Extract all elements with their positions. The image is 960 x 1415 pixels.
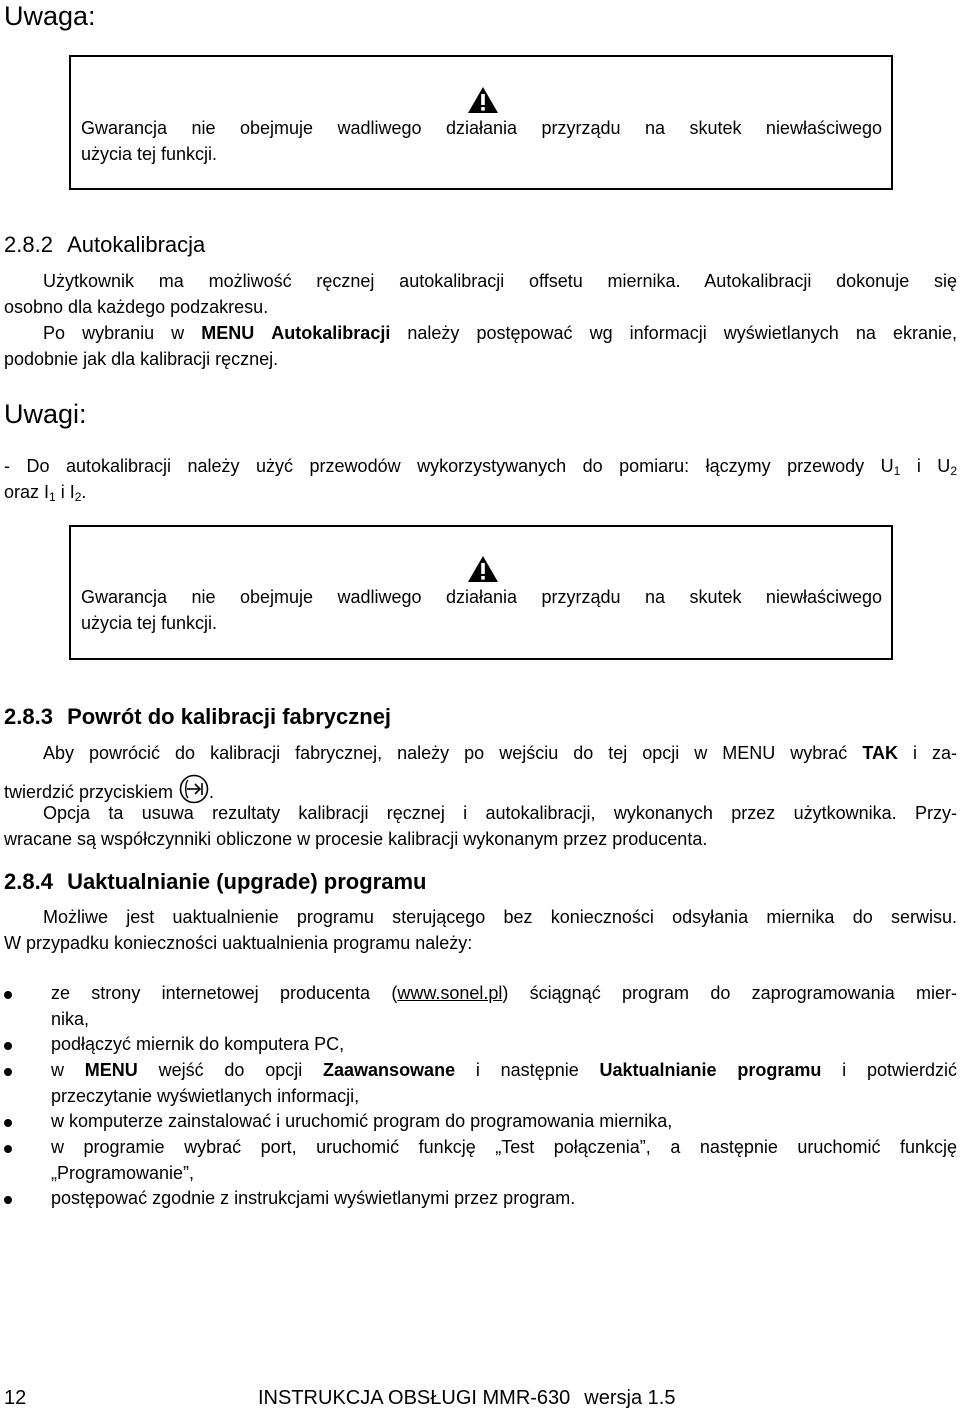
section-number: 2.8.3 bbox=[4, 704, 53, 729]
text: i potwierdzić bbox=[821, 1060, 957, 1080]
warning-text-line-1: Gwarancja nie obejmuje wadliwego działania przyrządu na skutek niewłaściwego bbox=[81, 587, 882, 607]
manual-title: INSTRUKCJA OBSŁUGI MMR-630 bbox=[258, 1387, 571, 1409]
bullet-dot bbox=[4, 1196, 12, 1204]
list-item: podłączyć miernik do komputera PC, bbox=[51, 1034, 345, 1054]
text: wejść do opcji bbox=[137, 1060, 324, 1080]
subscript: 1 bbox=[49, 490, 56, 504]
text bbox=[254, 323, 271, 343]
bullet-list bbox=[0, 978, 960, 1208]
menu-label: MENU bbox=[201, 323, 255, 343]
subscript: 2 bbox=[950, 464, 957, 478]
heading-uwagi: Uwagi: bbox=[4, 399, 87, 429]
warning-icon bbox=[467, 86, 499, 114]
list-item-continuation: nika, bbox=[51, 1009, 90, 1029]
paragraph-line: osobno dla każdego podzakresu. bbox=[4, 297, 269, 317]
section-2-8-3-heading bbox=[4, 703, 391, 731]
paragraph-line: wracane są współczynniki obliczone w procesie kalibracji wykonanym przez producenta. bbox=[4, 829, 708, 849]
text: i następnie bbox=[455, 1060, 600, 1080]
option-label: Uaktualnianie programu bbox=[599, 1060, 822, 1080]
warning-text-line-1: Gwarancja nie obejmuje wadliwego działania przyrządu na skutek niewłaściwego bbox=[81, 118, 882, 138]
warning-text-line-2: użycia tej funkcji. bbox=[81, 144, 218, 164]
paragraph-line: Użytkownik ma możliwość ręcznej autokalibracji offsetu miernika. Autokalibracji dokonuje się bbox=[43, 271, 957, 291]
list-item-continuation: przeczytanie wyświetlanych informacji, bbox=[51, 1086, 360, 1106]
option-label: Autokalibracji bbox=[271, 323, 391, 343]
paragraph-line: Możliwe jest uaktualnienie programu sterującego bez konieczności odsyłania miernika do serwisu. bbox=[43, 907, 957, 927]
warning-box-2 bbox=[69, 525, 893, 660]
subscript: 1 bbox=[893, 464, 901, 478]
text: Aby powrócić do kalibracji fabrycznej, należy po wejściu do tej opcji w MENU wybrać bbox=[43, 743, 863, 763]
paragraph-line: podobnie jak dla kalibracji ręcznej. bbox=[4, 349, 279, 369]
section-2-8-4-heading bbox=[4, 868, 426, 896]
note-line bbox=[4, 453, 957, 479]
text: . bbox=[209, 782, 215, 802]
bullet-dot bbox=[4, 1068, 12, 1076]
text: w bbox=[51, 1060, 85, 1080]
text: - Do autokalibracji należy użyć przewodów wykorzystywanych do pomiaru: łączymy przewody U bbox=[4, 456, 894, 476]
section-number: 2.8.4 bbox=[4, 869, 53, 894]
menu-label: MENU bbox=[84, 1060, 138, 1080]
subscript: 2 bbox=[74, 490, 82, 504]
text: oraz I bbox=[4, 482, 50, 502]
text: należy postępować wg informacji wyświetlanych na ekranie, bbox=[390, 323, 957, 343]
text: twierdzić przyciskiem bbox=[4, 782, 174, 802]
note-line bbox=[4, 479, 86, 505]
warning-icon bbox=[467, 555, 499, 583]
list-item: w programie wybrać port, uruchomić funkcję „Test połączenia”, a następnie uruchomić funkcję bbox=[51, 1137, 957, 1157]
paragraph-line: Opcja ta usuwa rezultaty kalibracji ręcznej i autokalibracji, wykonanych przez użytkownika. Przy- bbox=[43, 803, 957, 823]
text: ) ściągnąć program do zaprogramowania mier- bbox=[502, 983, 957, 1003]
paragraph-line bbox=[43, 320, 957, 346]
heading-uwaga: Uwaga: bbox=[4, 1, 96, 31]
version: wersja 1.5 bbox=[584, 1387, 676, 1409]
option-label: Zaawansowane bbox=[323, 1060, 456, 1080]
bullet-dot bbox=[4, 1119, 12, 1127]
section-2-8-2-heading bbox=[4, 230, 205, 260]
bullet-dot bbox=[4, 1042, 12, 1050]
section-number: 2.8.2 bbox=[4, 232, 53, 257]
warning-box-1 bbox=[69, 55, 893, 190]
bullet-dot bbox=[4, 1145, 12, 1153]
page-number: 12 bbox=[4, 1387, 27, 1409]
text: i U bbox=[900, 456, 951, 476]
list-item bbox=[51, 1057, 957, 1083]
option-label: TAK bbox=[862, 743, 898, 763]
section-title: Uaktualnianie (upgrade) programu bbox=[67, 869, 427, 894]
footer-title bbox=[258, 1385, 675, 1411]
list-item-continuation: „Programowanie”, bbox=[51, 1163, 195, 1183]
list-item bbox=[51, 980, 957, 1006]
section-title: Powrót do kalibracji fabrycznej bbox=[67, 704, 392, 729]
list-item: postępować zgodnie z instrukcjami wyświetlanymi przez program. bbox=[51, 1188, 576, 1208]
paragraph-line: W przypadku konieczności uaktualnienia programu należy: bbox=[4, 933, 473, 953]
text: i I bbox=[55, 482, 75, 502]
text: ze strony internetowej producenta ( bbox=[51, 983, 398, 1003]
warning-text-line-2: użycia tej funkcji. bbox=[81, 613, 218, 633]
bullet-dot bbox=[4, 991, 12, 999]
text: Po wybraniu w bbox=[43, 323, 202, 343]
paragraph-line bbox=[43, 740, 957, 766]
section-title: Autokalibracja bbox=[67, 232, 206, 257]
text: i za- bbox=[897, 743, 957, 763]
list-item: w komputerze zainstalować i uruchomić program do programowania miernika, bbox=[51, 1111, 673, 1131]
website-link[interactable]: www.sonel.pl bbox=[397, 983, 503, 1003]
text: . bbox=[81, 482, 87, 502]
